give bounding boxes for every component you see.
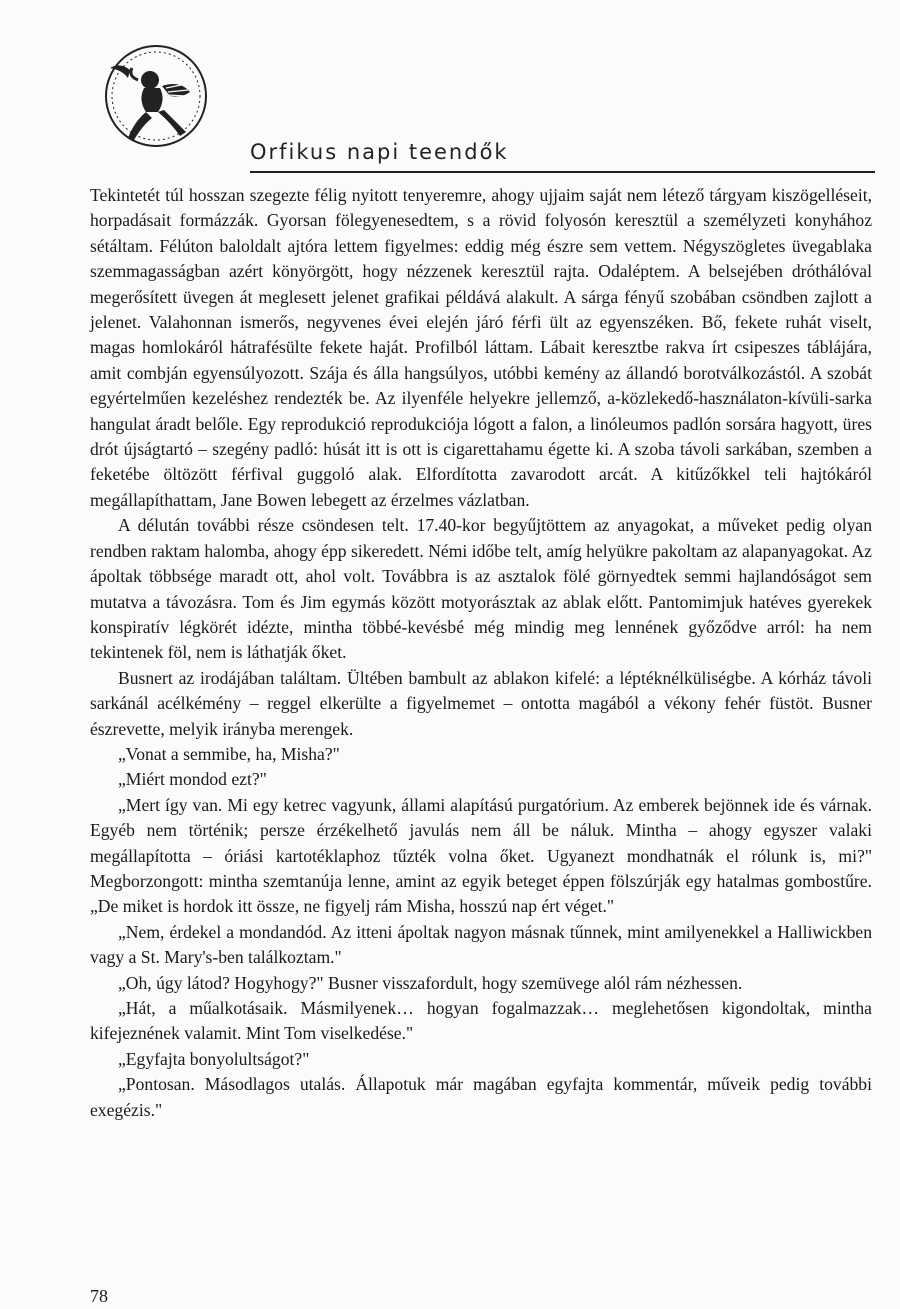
- paragraph: „Mert így van. Mi egy ketrec vagyunk, állami alapítású purgatórium. Az emberek bejönnek ide és várnak. Egyéb nem történik; persze érzékelhető javulás nem áll be náluk. Mintha – ahogy egyszer valaki megállapította – óriási kartotéklaphoz tűzték volna őket. Ugyanezt mondhatnák el rólunk is, mi?" Megborzongott: mintha szemtanúja lenne, amint az egyik beteget éppen fölszúrják egy hatalmas gombostűre. „De miket is hordok itt össze, ne figyelj rám Misha, hosszú nap ért véget.": [90, 794, 872, 917]
- paragraph: A délután további része csöndesen telt. 17.40-kor begyűjtöttem az anyagokat, a műveket pedig olyan rendben raktam halomba, ahogy épp sikeredett. Némi időbe telt, amíg helyükre pakoltam az alapanyagokat. Az ápoltak többsége maradt ott, ahol volt. Továbbra is az asztalok fölé görnyedtek semmi hajlandóságot sem mutatva a távozásra. Tom és Jim egymás között motyorásztak az ablak előtt. Pantomimjuk hatéves gyerekek konspiratív légkörét idézte, mintha többé-kevésbé még mindig meg lennének győződve arról: ha nem tekintenek föl, nem is láthatják őket.: [90, 515, 872, 663]
- paragraph: „Miért mondod ezt?": [118, 769, 267, 790]
- running-title: Orfikus napi teendők: [250, 140, 509, 164]
- paragraph: „Egyfajta bonyolultságot?": [118, 1048, 310, 1069]
- page-header: [100, 40, 875, 164]
- paragraph: „Oh, úgy látod? Hogyhogy?" Busner visszafordult, hogy szemüvege alól rám nézhessen.: [118, 972, 743, 993]
- paragraph: „Hát, a műalkotásaik. Másmilyenek… hogyan fogalmazzak… meglehetősen kigondoltak, mintha kifejeznének valamit. Mint Tom viselkedése.": [90, 998, 872, 1044]
- page-number: 78: [90, 1286, 108, 1306]
- paragraph: Tekintetét túl hosszan szegezte félig nyitott tenyeremre, ahogy ujjaim saját nem létező tárgyam kiszögelléseit, horpadásait formázzák. Gyorsan fölegyenesedtem, s a rövid folyosón keresztül a személyzeti konyhához sétáltam. Félúton baloldalt ajtóra lettem figyelmes: eddig még észre sem vettem. Négyszögletes üvegablaka szemmagasságban azért könyörgött, hogy nézzenek keresztül rajta. Odaléptem. A belsejében dróthálóval megerősített üvegen át meglesett jelenet grafikai példává alakult. A sárga fényű szobában csöndben zajlott a jelenet. Valahonnan ismerős, negyvenes évei elején járó férfi ült az egyenszéken. Bő, fekete ruhát viselt, magas homlokáról hátrafésülte fekete haját. Profilból láttam. Lábait keresztbe rakva írt csipeszes táblájára, amit combján egyensúlyozott. Szája és álla hangsúlyos, utóbbi kemény az állandó borotválkozástól. A szobát egyértelműen kezeléshez rendezték be. Az ilyenféle helyekre jellemző, a-közlekedő-használaton-kívüli-sarka hangulat áradt belőle. Egy reprodukció reprodukciója lógott a falon, a linóleumos padlón sorsára hagyott, üres drót újságtartó – szegény padló: húsát itt is ott is cigarettahamu égette ki. A szoba távoli sarkában, szemben a feketébe öltözött férfival guggoló alak. Elfordította zavarodott arcát. A kitűzőkkel teli hajtókáról megállapíthattam, Jane Bowen lebegett az érzelmes vázlatban.: [90, 185, 872, 510]
- body-text: [90, 183, 872, 1123]
- paragraph: „Pontosan. Másodlagos utalás. Állapotuk már magában egyfajta kommentár, műveik pedig további exegézis.": [90, 1074, 872, 1120]
- paragraph: „Nem, érdekel a mondandód. Az itteni ápoltak nagyon másnak tűnnek, mint amilyenekkel a Halliwickben vagy a St. Mary's-ben találkoztam.": [90, 921, 872, 968]
- header-rule: [250, 171, 875, 173]
- paragraph: „Vonat a semmibe, ha, Misha?": [118, 743, 340, 764]
- orpheus-emblem-icon: [100, 40, 212, 152]
- paragraph: Busnert az irodájában találtam. Ültében bambult az ablakon kifelé: a léptéknélküliségbe. A kórház távoli sarkánál acélkémény – reggel elkerülte a figyelmemet – ontotta magából a vékony fehér füstöt. Busner észrevette, melyik irányba merengek.: [90, 667, 872, 739]
